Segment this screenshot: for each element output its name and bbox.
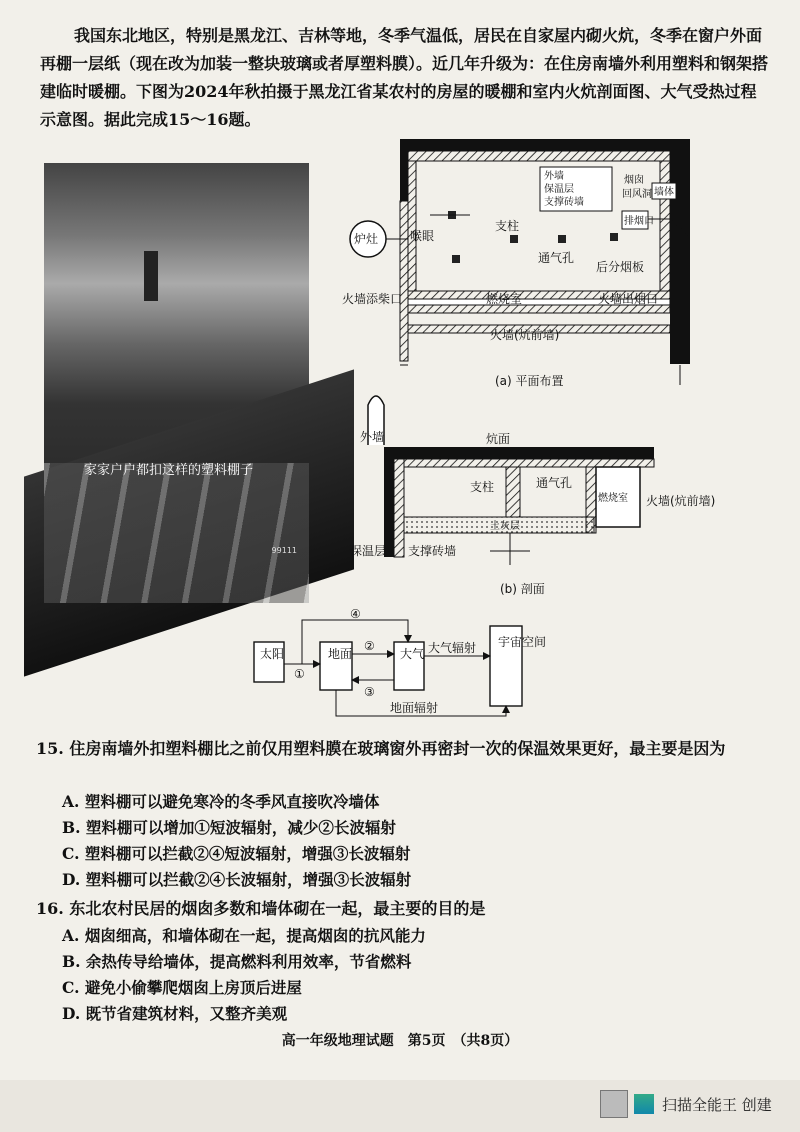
greenhouse-photo (44, 163, 309, 565)
chimney-shape (144, 251, 158, 301)
section-firewall: 火墙(炕前墙) (646, 494, 716, 508)
section-outer-wall: 外墙 (360, 430, 385, 444)
legend-brick: 支撑砖墙 (544, 197, 584, 208)
flow-n4: ④ (350, 607, 361, 621)
legend-insulation: 保温层 (544, 184, 574, 195)
section-kang-top: 炕面 (486, 432, 511, 446)
section-brick: 支撑砖墙 (408, 544, 457, 558)
heating-flow-diagram (250, 606, 547, 726)
intro-text: 我国东北地区，特别是黑龙江、吉林等地，冬季气温低，居民在自家屋内砌火炕，冬季在窗户外面再棚一层纸（现在改为加装一整块玻璃或者厚塑料膜）。近几年升级为：在住房南墙外利用塑料和钢架搭建临时暖棚。下图为2024年秋拍摄于黑龙江省某农村的房屋的暖棚和室内火炕剖面图、大气受热过程示意图。据此完成15～16题。 (40, 26, 769, 129)
plan-top-wall (400, 139, 690, 151)
app-logo-icon (634, 1094, 654, 1114)
flow-ground: 地面 (328, 647, 353, 661)
flow-atmo-rad: 大气辐射 (428, 641, 477, 655)
q16-stem: 16. 东北农村民居的烟囱多数和墙体砌在一起，最主要的目的是 (36, 899, 486, 918)
page-footer: 高一年级地理试题 第5页 （共8页） (281, 1033, 519, 1049)
plan-burn: 燃烧室 (486, 292, 523, 306)
flow-n1: ① (294, 667, 305, 681)
q15-stem: 15. 住房南墙外扣塑料棚比之前仅用塑料膜在玻璃窗外再密封一次的保温效果更好，最主要是因为 (36, 739, 726, 758)
section-caption: (b) 剖面 (500, 582, 545, 596)
section-pillar: 支柱 (470, 480, 495, 494)
plastic-tent-shape (44, 463, 309, 603)
flow-ground-rad: 地面辐射 (390, 701, 439, 715)
q15-option-a: A. 塑料棚可以避免寒冷的冬季风直接吹冷墙体 (62, 792, 380, 811)
plan-fire-entry: 火墙添柴口 (342, 292, 403, 306)
plan-backwind: 回风洞 (622, 189, 652, 200)
plan-pillar: 支柱 (495, 219, 520, 233)
section-burn: 燃烧室 (598, 493, 628, 504)
q15-option-d: D. 塑料棚可以拦截②④长波辐射，增强③长波辐射 (62, 870, 412, 889)
plan-smoke-outlet: 排烟口 (624, 216, 654, 227)
plan-stove: 炉灶 (354, 232, 379, 246)
plan-vent: 通气孔 (538, 251, 575, 265)
plan-caption: (a) 平面布置 (495, 374, 564, 388)
flow-space: 宇宙空间 (498, 635, 547, 649)
plan-chimney: 烟囱 (624, 175, 644, 186)
q15-option-c: C. 塑料棚可以拦截②④短波辐射，增强③长波辐射 (62, 844, 411, 863)
plan-right-wall (670, 139, 690, 364)
q15-option-b: B. 塑料棚可以增加①短波辐射，减少②长波辐射 (62, 818, 396, 837)
section-insulation: 保温层 (350, 544, 387, 558)
qr-icon (600, 1090, 628, 1118)
scanner-watermark (600, 1090, 772, 1118)
plan-firewall: 火墙(炕前墙) (490, 328, 560, 342)
q16-option-c: C. 避免小偷攀爬烟囱上房顶后进屋 (62, 978, 302, 997)
flow-n3: ③ (364, 685, 375, 699)
q16-option-a: A. 烟囱细高，和墙体砌在一起，提高烟囱的抗风能力 (62, 926, 426, 945)
plan-fire-exit: 火墙出烟口 (598, 292, 659, 306)
plan-wall-body: 墙体 (654, 187, 674, 198)
q16-option-b: B. 余热传导给墙体，提高燃料利用效率，节省燃料 (62, 952, 412, 971)
flow-sun: 太阳 (260, 647, 285, 661)
plan-back-plate: 后分烟板 (596, 260, 645, 274)
plan-throat: 喉眼 (410, 229, 435, 243)
flow-n2: ② (364, 639, 375, 653)
legend-outer-wall: 外墙 (544, 171, 564, 182)
photo-tag: 99111 (271, 546, 297, 555)
section-soil: 土灰层 (490, 521, 520, 532)
flow-atmo: 大气 (400, 647, 425, 661)
photo-caption: 家家户户都扣这样的塑料棚子 (84, 463, 254, 478)
kang-diagram (340, 135, 716, 605)
watermark-text: 扫描全能王 创建 (662, 1095, 772, 1114)
section-vent: 通气孔 (536, 476, 573, 490)
q16-option-d: D. 既节省建筑材料，又整齐美观 (62, 1004, 288, 1023)
